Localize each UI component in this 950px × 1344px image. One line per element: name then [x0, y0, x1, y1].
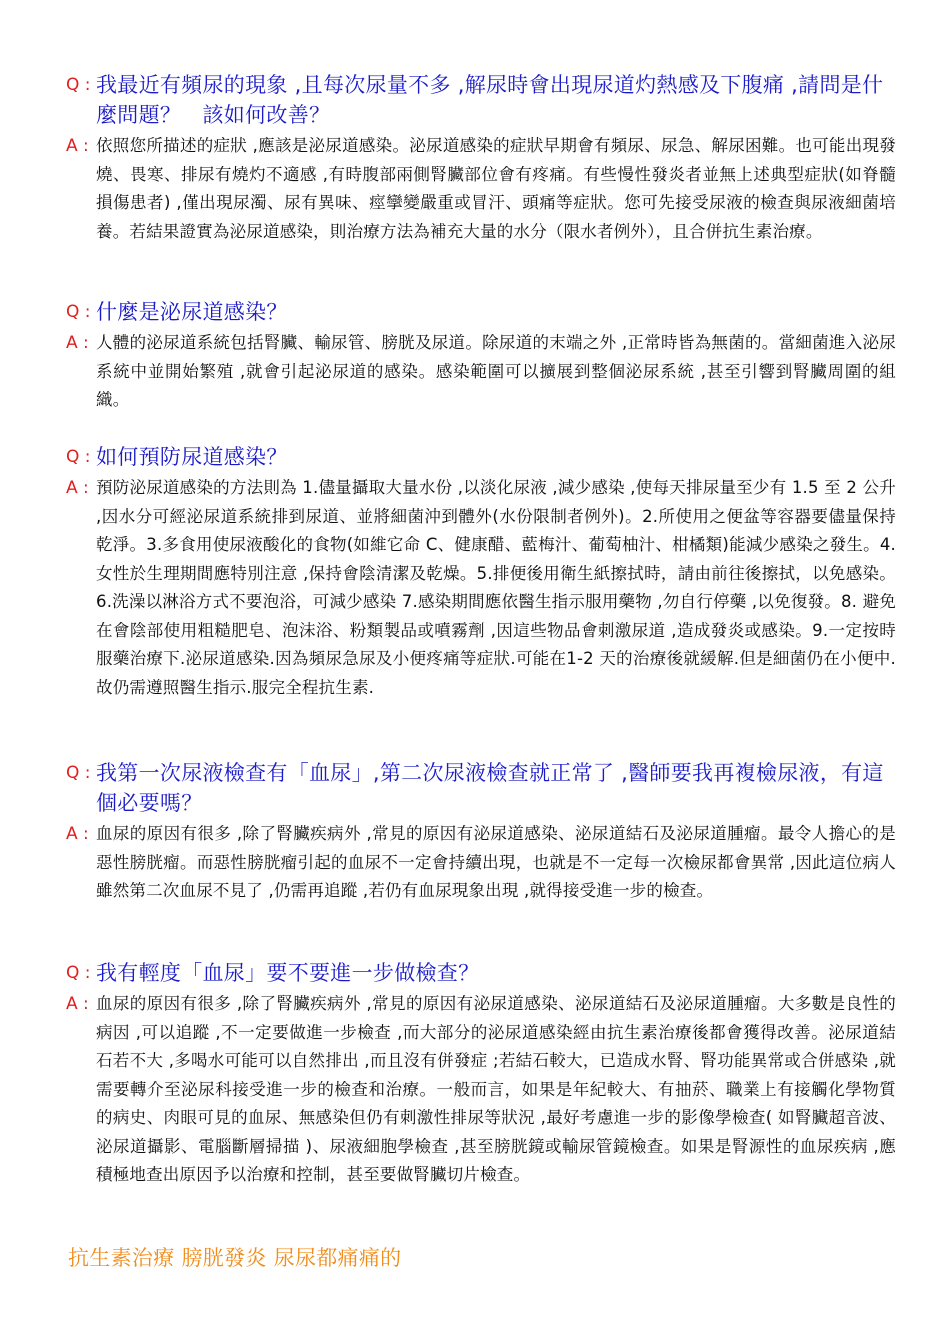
qa-item-1 — [66, 70, 896, 246]
answer-row — [66, 132, 896, 246]
question-marker: Q : — [66, 75, 91, 95]
answer-text: 人體的泌尿道系統包括腎臟、輸尿管、膀胱及尿道。除尿道的末端之外 ,正常時皆為無菌的。當細菌進入泌尿系統中並開始繁殖 ,就會引起泌尿道的感染。感染範圍可以擴展到整個泌尿系統 ,甚至引響到腎臟周圍的組織。 — [96, 333, 896, 409]
question-marker: Q : — [66, 302, 91, 322]
question-marker: Q : — [66, 963, 91, 983]
answer-row — [66, 474, 896, 702]
qa-item-3 — [66, 442, 896, 702]
qa-item-2 — [66, 297, 896, 415]
answer-text: 血尿的原因有很多 ,除了腎臟疾病外 ,常見的原因有泌尿道感染、泌尿道結石及泌尿道腫瘤。大多數是良性的病因 ,可以追蹤 ,不一定要做進一步檢查 ,而大部分的泌尿道感染經由抗生素治療後都會獲得改善。泌尿道結石若不大 ,多喝水可能可以自然排出 ,而且沒有併發症 ;若結石較大，已造成水腎、腎功能異常或合併感染 ,就需要轉介至泌尿科接受進一步的檢查和治療。一般而言，如果是年紀較大、有抽菸、職業上有接觸化學物質的病史、肉眼可見的血尿、無感染但仍有刺激性排尿等狀況 ,最好考慮進一步的影像學檢查( 如腎臟超音波、泌尿道攝影、電腦斷層掃描 )、尿液細胞學檢查 ,甚至膀胱鏡或輸尿管鏡檢查。如果是腎源性的血尿疾病 ,應積極地查出原因予以治療和控制，甚至要做腎臟切片檢查。 — [96, 994, 896, 1184]
question-row — [66, 70, 896, 130]
question-text: 如何預防尿道感染？ — [96, 445, 288, 469]
answer-marker: A : — [66, 824, 89, 844]
question-row — [66, 758, 896, 818]
answer-marker: A : — [66, 478, 89, 498]
answer-text: 血尿的原因有很多 ,除了腎臟疾病外 ,常見的原因有泌尿道感染、泌尿道結石及泌尿道腫瘤。最令人擔心的是惡性膀胱瘤。而惡性膀胱瘤引起的血尿不一定會持續出現，也就是不一定每一次檢尿都會異常 ,因此這位病人雖然第二次血尿不見了 ,仍需再追蹤 ,若仍有血尿現象出現 ,就得接受進一步的檢查。 — [96, 824, 896, 900]
answer-text: 預防泌尿道感染的方法則為 1.儘量攝取大量水份 ,以淡化尿液 ,減少感染 ,使每天排尿量至少有 1.5 至 2 公升 ,因水分可經泌尿道系統排到尿道、並將細菌沖到體外(水份限制者例外)。2.所使用之便盆等容器要儘量保持乾淨。3.多食用使尿液酸化的食物(如維它命 C、健康醋、藍梅汁、葡萄柚汁、柑橘類)能減少感染之發生。4.女性於生理期間應特別注意 ,保持會陰清潔及乾燥。5.排便後用衛生紙擦拭時，請由前往後擦拭，以免感染。 6.洗澡以淋浴方式不要泡浴，可減少感染 7.感染期間應依醫生指示服用藥物 ,勿自行停藥 ,以免復發。8. 避免在會陰部使用粗糙肥皂、泡沫浴、粉類製品或噴霧劑 ,因這些物品會刺激尿道 ,造成發炎或感染。9.一定按時服藥治療下.泌尿道感染.因為頻尿急尿及小便疼痛等症狀.可能在1-2 天的治療後就緩解.但是細菌仍在小便中.故仍需遵照醫生指示.服完全程抗生素. — [96, 478, 896, 697]
question-row — [66, 442, 896, 472]
answer-row — [66, 329, 896, 415]
answer-marker: A : — [66, 136, 89, 156]
qa-item-4 — [66, 758, 896, 906]
question-text: 什麼是泌尿道感染？ — [96, 300, 288, 324]
question-text: 我有輕度「血尿」要不要進一步做檢查？ — [96, 961, 480, 985]
question-row — [66, 297, 896, 327]
question-marker: Q : — [66, 447, 91, 467]
footer-tagline: 抗生素治療 膀胱發炎 尿尿都痛痛的 — [68, 1246, 402, 1270]
qa-item-5 — [66, 958, 896, 1190]
question-marker: Q : — [66, 763, 91, 783]
answer-row — [66, 990, 896, 1190]
question-text: 我最近有頻尿的現象 ,且每次尿量不多 ,解尿時會出現尿道灼熱感及下腹痛 ,請問是什麼問題？ 該如何改善？ — [96, 73, 884, 127]
answer-marker: A : — [66, 333, 89, 353]
answer-text: 依照您所描述的症狀 ,應該是泌尿道感染。泌尿道感染的症狀早期會有頻尿、尿急、解尿困難。也可能出現發燒、畏寒、排尿有燒灼不適感 ,有時腹部兩側腎臟部位會有疼痛。有些慢性發炎者並無上述典型症狀(如脊髓損傷患者) ,僅出現尿濁、尿有異味、痙攣變嚴重或冒汗、頭痛等症狀。您可先接受尿液的檢查與尿液細菌培養。若結果證實為泌尿道感染，則治療方法為補充大量的水分（限水者例外），且合併抗生素治療。 — [96, 136, 896, 241]
answer-row — [66, 820, 896, 906]
answer-marker: A : — [66, 994, 89, 1014]
question-text: 我第一次尿液檢查有「血尿」,第二次尿液檢查就正常了 ,醫師要我再複檢尿液，有這個必要嗎？ — [96, 761, 884, 815]
question-row — [66, 958, 896, 988]
